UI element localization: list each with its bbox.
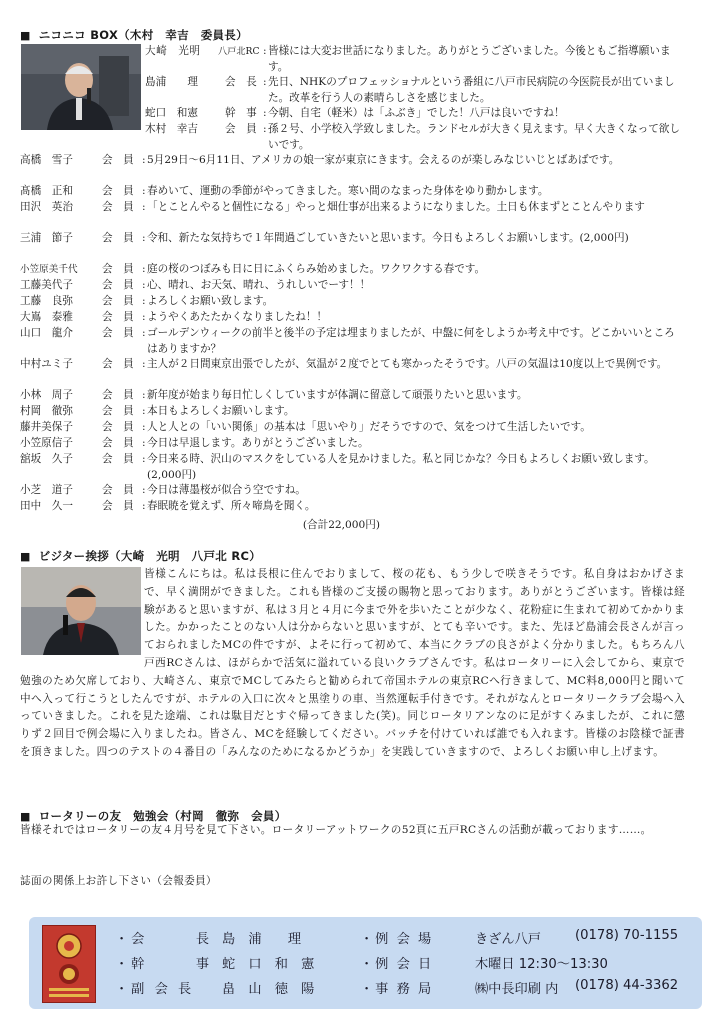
member-role: 会 員 xyxy=(102,405,134,417)
editor-note: 誌面の関係上お許し下さい（会報委員） xyxy=(20,875,217,887)
member-name: 三浦 節子 xyxy=(20,232,73,244)
member-name: 舘坂 久子 xyxy=(20,453,73,465)
info-value: ㈱中長印刷 内 xyxy=(475,982,559,997)
member-role: 会 員 xyxy=(102,453,134,465)
separator: : xyxy=(263,45,267,57)
member-role: 会 員 xyxy=(102,327,134,339)
member-role: 会 員 xyxy=(102,201,134,213)
member-role: 会 員 xyxy=(102,311,134,323)
member-role: 会 員 xyxy=(102,279,134,291)
entry-text: よろしくお願い致します。 xyxy=(147,295,274,307)
member-name: 工藤美代子 xyxy=(20,279,73,291)
entry-text: 今日は早退します。ありがとうございました。 xyxy=(147,437,369,449)
entry-text: 孫２号、小学校入学致しました。ランドセルが大きく見えます。早く大きくなって欲しいです。 xyxy=(268,123,680,151)
separator: : xyxy=(142,263,146,275)
niconico-entry xyxy=(20,326,685,357)
member-role: 会 員 xyxy=(102,295,134,307)
square-bullet-icon: ■ xyxy=(20,810,31,823)
niconico-entry xyxy=(20,483,685,499)
member-role: 会 員 xyxy=(102,358,134,370)
entry-text: 主人が２日間東京出張でしたが、気温が２度でとても寒かったそうです。八戸の気温は10度以上で異例です。 xyxy=(147,358,668,370)
niconico-entry xyxy=(20,404,685,420)
niconico-entry xyxy=(145,75,685,106)
niconico-entry xyxy=(20,357,685,388)
niconico-entry xyxy=(20,153,685,184)
member-name: 小笠原信子 xyxy=(20,437,73,449)
separator: : xyxy=(142,484,146,496)
niconico-entry xyxy=(20,388,685,404)
member-name: 蛇口 和憲 xyxy=(145,107,198,119)
phone-number: (0178) 44-3362 xyxy=(575,978,679,993)
separator: : xyxy=(142,500,146,512)
separator: : xyxy=(142,279,146,291)
officer-name: 島 浦 理 xyxy=(222,932,302,947)
member-name: 高橋 雪子 xyxy=(20,154,73,166)
niconico-entry xyxy=(20,452,685,483)
member-role: 会 員 xyxy=(102,500,134,512)
officer-role: ・副 会 長 xyxy=(115,982,195,997)
member-name: 藤井美保子 xyxy=(20,421,73,433)
member-name: 島浦 理 xyxy=(145,76,198,88)
member-name: 小笠原美千代 xyxy=(20,264,78,275)
info-value: きざん八戸 xyxy=(475,932,541,947)
speaker-photo-1 xyxy=(21,44,141,130)
photo-float-spacer xyxy=(20,566,144,656)
member-role: 会 員 xyxy=(102,484,134,496)
member-name: 大嶌 泰雅 xyxy=(20,311,73,323)
separator: : xyxy=(142,358,146,370)
info-label: ・事 務 局 xyxy=(360,982,434,997)
member-role: 会 員 xyxy=(102,263,134,275)
club-banner-logo xyxy=(42,925,96,1003)
separator: : xyxy=(263,107,267,119)
niconico-entry xyxy=(20,310,685,326)
member-role: 会 員 xyxy=(102,185,134,197)
separator: : xyxy=(263,76,267,88)
entry-text: 今日は薄墨桜が似合う空ですね。 xyxy=(147,484,306,496)
member-role: 八戸北RC xyxy=(218,46,260,57)
niconico-entry xyxy=(20,184,685,200)
info-label: ・例 会 日 xyxy=(360,957,434,972)
member-role: 会 員 xyxy=(102,421,134,433)
entry-text: 新年度が始まり毎日忙しくしていますが体調に留意して頑張りたいと思います。 xyxy=(147,389,528,401)
square-bullet-icon: ■ xyxy=(20,550,31,563)
entry-text: 令和、新たな気持ちで１年間過ごしていきたいと思います。今日もよろしくお願いします。(2,000円) xyxy=(147,232,629,244)
entry-text: 5月29日～6月11日、アメリカの娘一家が東京にきます。会えるのが楽しみなじいじとばあばです。 xyxy=(147,154,620,166)
entry-text: 今日来る時、沢山のマスクをしている人を見かけました。私と同じかな？今日もよろしくお願い致します。(2,000円) xyxy=(147,453,655,481)
niconico-entry xyxy=(20,200,685,231)
member-name: 田中 久一 xyxy=(20,500,73,512)
entry-text: 「とことんやると個性になる」やっと畑仕事が出来るようになりました。土日も休まずとことんやります xyxy=(147,201,645,213)
separator: : xyxy=(142,421,146,433)
separator: : xyxy=(142,437,146,449)
phone-number: (0178) 70-1155 xyxy=(575,928,679,943)
niconico-heading: ■ ニコニコ BOX（木村 幸吉 委員長） xyxy=(20,28,248,42)
officer-role: ・会 長 xyxy=(115,932,213,947)
entry-text: 本日もよろしくお願いします。 xyxy=(147,405,295,417)
separator: : xyxy=(142,405,146,417)
member-role: 会 員 xyxy=(102,154,134,166)
entry-text: 春めいて、運動の季節がやってきました。寒い間のなまった身体をゆり動かします。 xyxy=(147,185,549,197)
niconico-entry xyxy=(20,231,685,262)
member-role: 会 員 xyxy=(102,232,134,244)
study-heading: ■ ロータリーの友 勉強会（村岡 徹弥 会員） xyxy=(20,809,287,823)
niconico-entry xyxy=(20,294,685,310)
niconico-total: (合計22,000円) xyxy=(302,519,380,531)
member-role: 会 員 xyxy=(102,389,134,401)
separator: : xyxy=(142,154,146,166)
niconico-entry xyxy=(20,499,685,515)
member-role: 会 長 xyxy=(225,76,257,88)
club-info-footer xyxy=(29,917,702,1009)
separator: : xyxy=(142,389,146,401)
member-role: 会 員 xyxy=(225,123,257,135)
member-name: 髙橋 正和 xyxy=(20,185,73,197)
info-label: ・例 会 場 xyxy=(360,932,434,947)
officer-role: ・幹 事 xyxy=(115,957,213,972)
separator: : xyxy=(142,232,146,244)
separator: : xyxy=(142,327,146,339)
niconico-entry xyxy=(145,106,685,122)
info-value: 木曜日 12:30～13:30 xyxy=(475,957,608,972)
entry-text: 庭の桜のつぼみも日に日にふくらみ始めました。ワクワクする春です。 xyxy=(147,263,486,275)
entry-text: 先日、NHKのプロフェッショナルという番組に八戸市民病院の今医院長が出ていました。改革を行う人の素晴らしさを感じました。 xyxy=(268,76,675,104)
member-name: 木村 幸吉 xyxy=(145,123,198,135)
visitor-heading: ■ ビジター挨拶（大崎 光明 八戸北 RC） xyxy=(20,549,262,563)
separator: : xyxy=(142,453,146,465)
separator: : xyxy=(142,295,146,307)
niconico-entry xyxy=(145,122,685,153)
entry-text: 皆様には大変お世話になりました。ありがとうございました。今後ともご指導願います。 xyxy=(268,45,671,73)
member-role: 幹 事 xyxy=(225,107,257,119)
study-body: 皆様それではロータリーの友４月号を見て下さい。ロータリーアットワークの52頁に五戸RCさんの活動が載っております……。 xyxy=(20,824,652,836)
entry-text: ゴールデンウィークの前半と後半の予定は埋まりましたが、中盤に何をしようか考え中です。どこかいいところはありますか？ xyxy=(147,327,675,355)
separator: : xyxy=(263,123,267,135)
separator: : xyxy=(142,185,146,197)
niconico-entry xyxy=(145,44,685,75)
officer-name: 蛇 口 和 憲 xyxy=(222,957,315,972)
member-name: 中村ユミ子 xyxy=(20,358,73,370)
member-role: 会 員 xyxy=(102,437,134,449)
niconico-entry xyxy=(20,436,685,452)
entry-text: 春眠暁を覚えず、所々啼鳥を聞く。 xyxy=(147,500,316,512)
member-name: 工藤 良弥 xyxy=(20,295,73,307)
visitor-speech: 皆様こんにちは。私は長根に住んでおりまして、桜の花も、もう少しで咲きそうです。私自身はおかげさまで、早く満開ができました。これも皆様のご支援の賜物と思っております。ありがとうございます。皆様は経験があると思いますが、私は３月と４月に今まで外を歩いたことが少なく、花粉症に生まれて初めてかかりました。かかったことのない人は分からないと思いますが、とても辛いです。また、先ほど島浦会長さんが言っておられましたMCの件ですが、よそに行って初めて、本当にクラブの良さがよく分かりました。もちろん八戸西RCさんは、ほがらかで活気に溢れている良いクラブさんです。私はロータリーに入会してから、東京で勉強のため欠席しており、大崎さん、東京でMCしてみたらと勧められて帝国ホテルの東京RCへ行きまして、MC料8,000円と聞いて中へ入って行こうとしたんですが、ホテルの入口に次々と黒塗りの車、当然運転手付きです。それがなんとロータリークラブ会場へ入っていきました。これを見た途端、これは駄目だとすぐ帰ってきました(笑)。同じロータリアンなのに足がすくみましたが、これに懲りず２回目で例会場に入りましたね。皆さん、MCを経験してください。バッチを付けていれば誰でも入れます。皆様のお陰様で証書を頂きました。四つのテストの４番目の「みんなのためになるかどうか」を実践していきますので、よろしくお願い申し上げます。 xyxy=(20,568,685,758)
entry-text: 今朝、自宅（軽米）は「ふぶき」でした！八戸は良いですね！ xyxy=(268,107,565,119)
niconico-entry xyxy=(20,278,685,294)
entry-text: ようやくあたたかくなりましたね！！ xyxy=(147,311,328,323)
member-name: 小林 周子 xyxy=(20,389,73,401)
member-name: 小芝 道子 xyxy=(20,484,73,496)
entry-text: 心、晴れ、お天気、晴れ、うれしいでーす！！ xyxy=(147,279,371,291)
officer-name: 畠 山 徳 陽 xyxy=(222,982,315,997)
niconico-entry xyxy=(20,420,685,436)
member-name: 村岡 徹弥 xyxy=(20,405,73,417)
square-bullet-icon: ■ xyxy=(20,29,31,42)
niconico-entry xyxy=(20,262,685,278)
separator: : xyxy=(142,311,146,323)
member-name: 田沢 英治 xyxy=(20,201,73,213)
separator: : xyxy=(142,201,146,213)
member-name: 大崎 光明 xyxy=(145,45,201,57)
entry-text: 人と人との「いい関係」の基本は「思いやり」だそうですので、気をつけて生活したいです。 xyxy=(147,421,591,433)
member-name: 山口 龍介 xyxy=(20,327,73,339)
